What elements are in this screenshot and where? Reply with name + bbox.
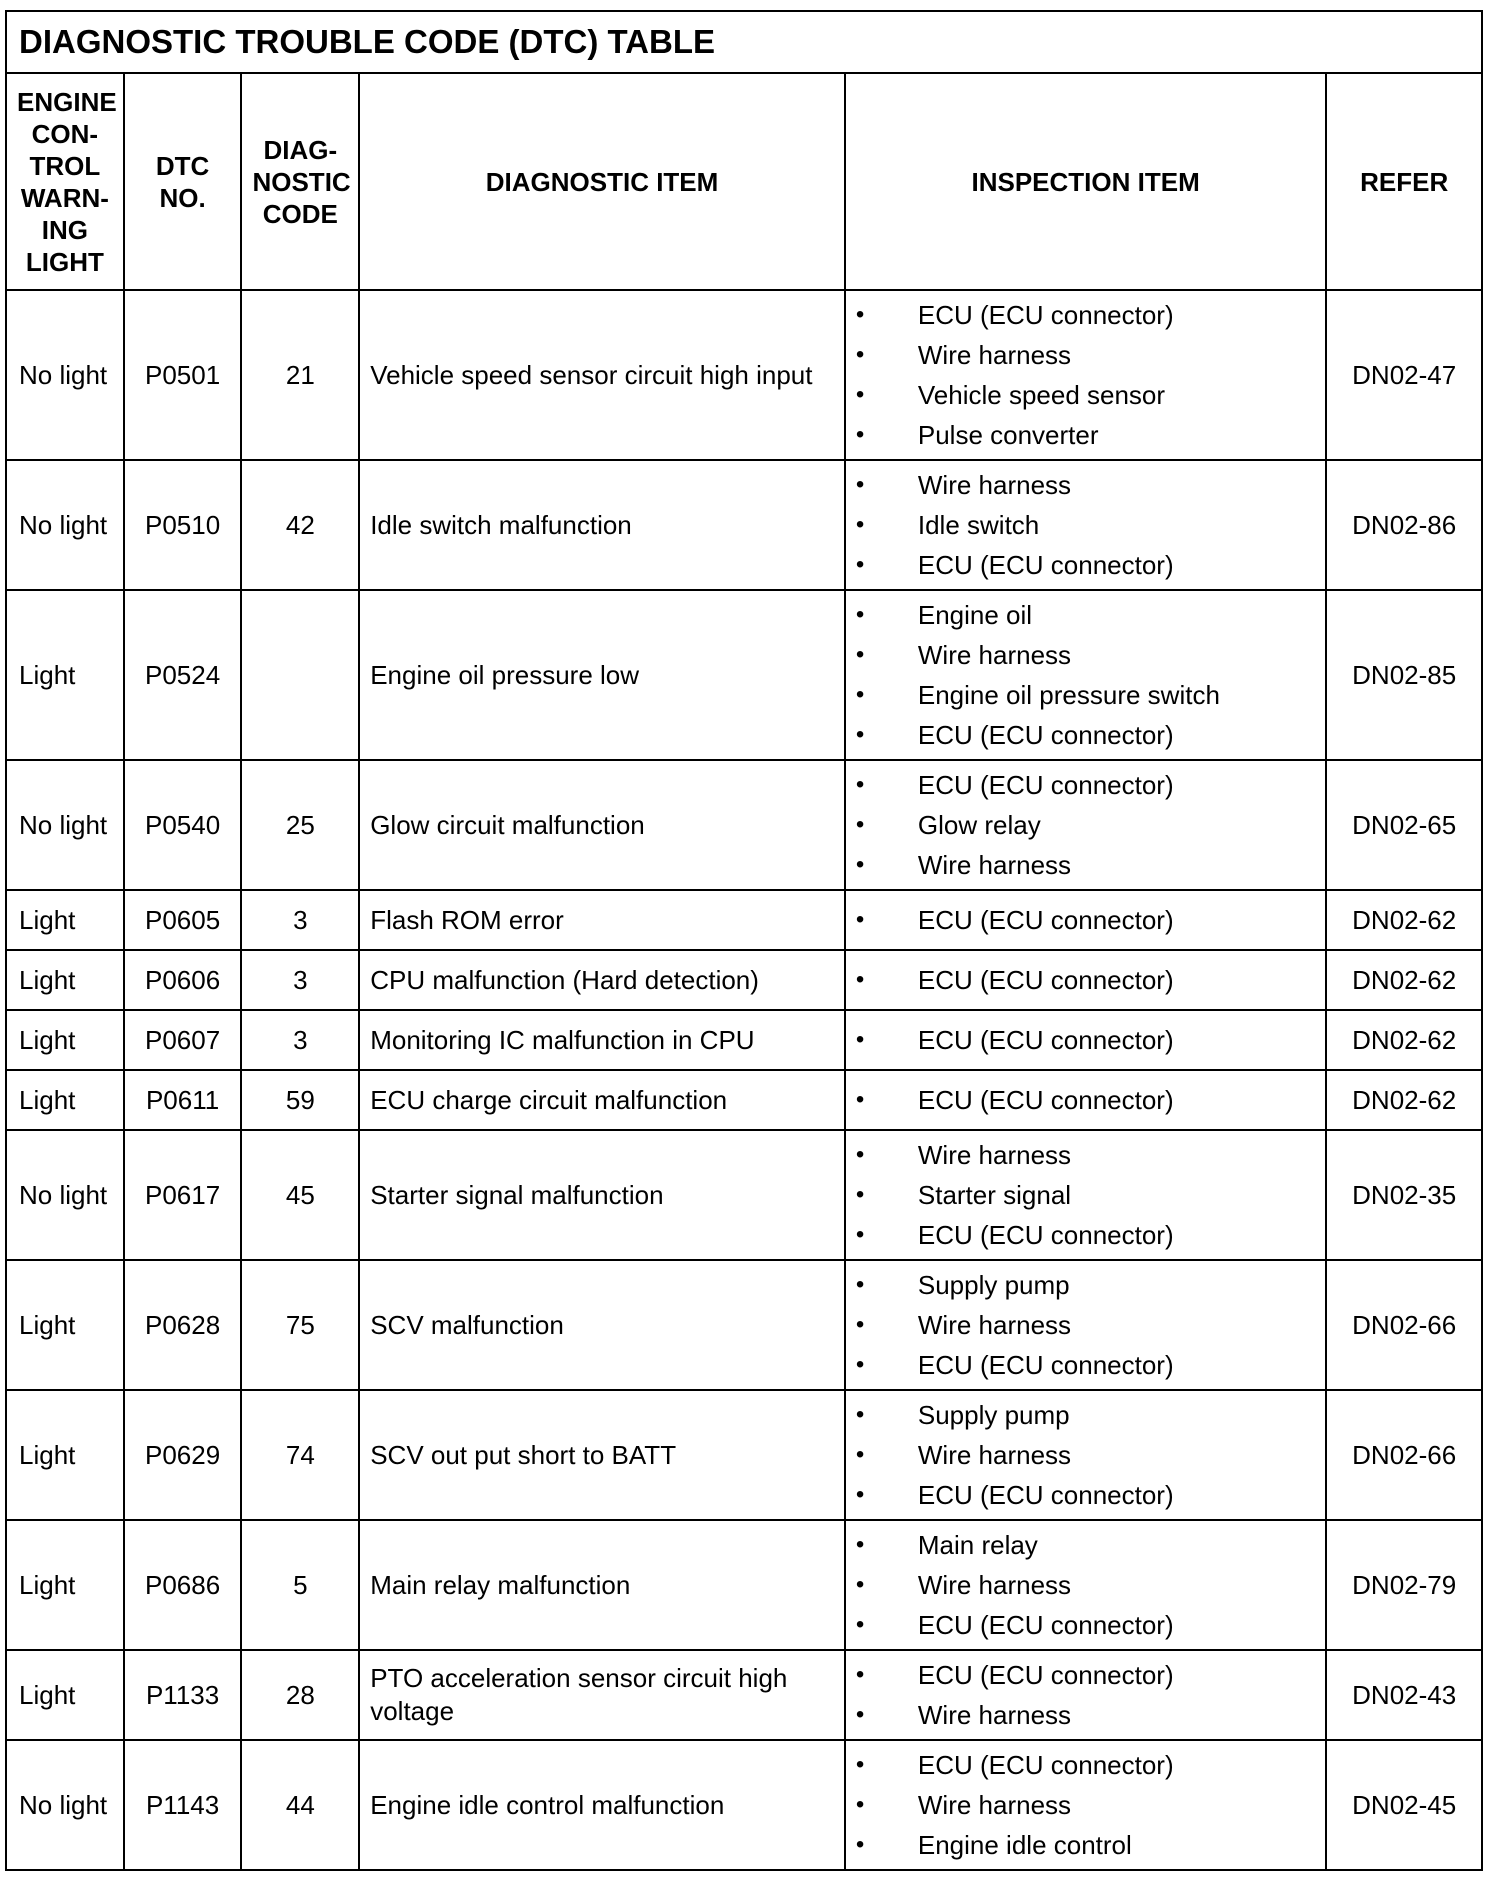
- refer-cell: DN02-62: [1326, 1010, 1482, 1070]
- dtc-no-cell: P0617: [124, 1130, 242, 1260]
- bullet-icon: •: [855, 811, 865, 838]
- table-row: [6, 1260, 1482, 1390]
- header-inspection-item: INSPECTION ITEM: [845, 73, 1326, 290]
- diagnostic-code-cell: 21: [241, 290, 359, 460]
- diagnostic-code-cell: 59: [241, 1070, 359, 1130]
- inspection-list-item: [856, 1345, 1325, 1385]
- inspection-text: Wire harness: [917, 1700, 1072, 1730]
- inspection-list: [856, 765, 1325, 885]
- diagnostic-item-cell: PTO acceleration sensor circuit high voltage: [359, 1650, 845, 1740]
- table-row: [6, 590, 1482, 760]
- inspection-list-item: [856, 415, 1325, 455]
- bullet-icon: •: [855, 1401, 865, 1428]
- warning-light-cell: Light: [6, 890, 124, 950]
- inspection-list-item: [856, 1175, 1325, 1215]
- bullet-icon: •: [855, 551, 865, 578]
- header-light-line: TROL: [29, 150, 101, 181]
- inspection-item-cell: [845, 590, 1326, 760]
- inspection-list-item: [856, 335, 1325, 375]
- table-row: [6, 760, 1482, 890]
- diagnostic-item-cell: Engine idle control malfunction: [359, 1740, 845, 1870]
- inspection-list-item: [856, 1435, 1325, 1475]
- inspection-text: ECU (ECU connector): [917, 1085, 1174, 1115]
- table-row: [6, 1740, 1482, 1870]
- inspection-list-item: [856, 1655, 1325, 1695]
- diagnostic-code-cell: 44: [241, 1740, 359, 1870]
- diagnostic-code-cell: 5: [241, 1520, 359, 1650]
- inspection-item-cell: [845, 1520, 1326, 1650]
- dtc-no-cell: P0628: [124, 1260, 242, 1390]
- dtc-no-cell: P0629: [124, 1390, 242, 1520]
- diagnostic-item-cell: ECU charge circuit malfunction: [359, 1070, 845, 1130]
- inspection-item-cell: [845, 950, 1326, 1010]
- dtc-no-cell: P0606: [124, 950, 242, 1010]
- table-row: [6, 1520, 1482, 1650]
- inspection-list: [856, 1745, 1325, 1865]
- inspection-list-item: [856, 765, 1325, 805]
- inspection-text: Engine idle control: [917, 1830, 1132, 1860]
- refer-cell: DN02-35: [1326, 1130, 1482, 1260]
- bullet-icon: •: [855, 721, 865, 748]
- inspection-list-item: [856, 545, 1325, 585]
- refer-cell: DN02-65: [1326, 760, 1482, 890]
- dtc-no-cell: P0686: [124, 1520, 242, 1650]
- inspection-text: Wire harness: [917, 1790, 1072, 1820]
- refer-cell: DN02-79: [1326, 1520, 1482, 1650]
- inspection-item-cell: [845, 1010, 1326, 1070]
- header-light-line: ING: [41, 214, 88, 245]
- inspection-item-cell: [845, 290, 1326, 460]
- diagnostic-item-cell: Vehicle speed sensor circuit high input: [359, 290, 845, 460]
- bullet-icon: •: [855, 1141, 865, 1168]
- inspection-text: ECU (ECU connector): [917, 550, 1174, 580]
- bullet-icon: •: [855, 1351, 865, 1378]
- warning-light-cell: Light: [6, 1390, 124, 1520]
- header-diag-line: DIAG-: [263, 134, 338, 165]
- inspection-item-cell: [845, 1260, 1326, 1390]
- bullet-icon: •: [855, 471, 865, 498]
- diagnostic-code-cell: [241, 590, 359, 760]
- table-row: [6, 460, 1482, 590]
- diagnostic-code-cell: 42: [241, 460, 359, 590]
- inspection-text: Pulse converter: [917, 420, 1099, 450]
- inspection-list-item: [856, 375, 1325, 415]
- refer-cell: DN02-66: [1326, 1260, 1482, 1390]
- inspection-list-item: [856, 1265, 1325, 1305]
- refer-cell: DN02-62: [1326, 950, 1482, 1010]
- diagnostic-item-cell: Glow circuit malfunction: [359, 760, 845, 890]
- inspection-text: ECU (ECU connector): [917, 1025, 1174, 1055]
- inspection-list-item: [856, 805, 1325, 845]
- inspection-list: [856, 1080, 1325, 1120]
- table-row: [6, 1650, 1482, 1740]
- inspection-item-cell: [845, 1390, 1326, 1520]
- inspection-text: Glow relay: [917, 810, 1041, 840]
- warning-light-cell: Light: [6, 1070, 124, 1130]
- header-diagnostic-code: [241, 73, 359, 290]
- inspection-text: ECU (ECU connector): [917, 1220, 1174, 1250]
- warning-light-cell: Light: [6, 1010, 124, 1070]
- inspection-list: [856, 1525, 1325, 1645]
- bullet-icon: •: [855, 1751, 865, 1778]
- inspection-text: Wire harness: [917, 1310, 1072, 1340]
- inspection-text: ECU (ECU connector): [917, 1480, 1174, 1510]
- bullet-icon: •: [855, 641, 865, 668]
- dtc-no-cell: P0611: [124, 1070, 242, 1130]
- diagnostic-item-cell: Engine oil pressure low: [359, 590, 845, 760]
- inspection-text: Wire harness: [917, 470, 1072, 500]
- inspection-item-cell: [845, 460, 1326, 590]
- warning-light-cell: Light: [6, 1520, 124, 1650]
- warning-light-cell: No light: [6, 760, 124, 890]
- inspection-list-item: [856, 960, 1325, 1000]
- header-refer: REFER: [1326, 73, 1482, 290]
- inspection-list-item: [856, 1305, 1325, 1345]
- dtc-no-cell: P0540: [124, 760, 242, 890]
- bullet-icon: •: [855, 1026, 865, 1053]
- diagnostic-item-cell: Main relay malfunction: [359, 1520, 845, 1650]
- bullet-icon: •: [855, 1791, 865, 1818]
- bullet-icon: •: [855, 771, 865, 798]
- diagnostic-code-cell: 3: [241, 890, 359, 950]
- inspection-text: Supply pump: [917, 1400, 1070, 1430]
- bullet-icon: •: [855, 1221, 865, 1248]
- inspection-text: Engine oil pressure switch: [917, 680, 1220, 710]
- inspection-item-cell: [845, 890, 1326, 950]
- inspection-list: [856, 1395, 1325, 1515]
- header-light-line: LIGHT: [25, 246, 104, 277]
- bullet-icon: •: [855, 851, 865, 878]
- bullet-icon: •: [855, 1531, 865, 1558]
- inspection-text: Wire harness: [917, 850, 1072, 880]
- bullet-icon: •: [855, 1086, 865, 1113]
- table-body: [6, 290, 1482, 1870]
- inspection-list-item: [856, 1020, 1325, 1060]
- inspection-text: Starter signal: [917, 1180, 1072, 1210]
- inspection-list-item: [856, 505, 1325, 545]
- bullet-icon: •: [855, 341, 865, 368]
- table-row: [6, 890, 1482, 950]
- dtc-no-cell: P1133: [124, 1650, 242, 1740]
- inspection-list: [856, 295, 1325, 455]
- dtc-no-cell: P0501: [124, 290, 242, 460]
- inspection-list-item: [856, 675, 1325, 715]
- inspection-list-item: [856, 635, 1325, 675]
- inspection-text: ECU (ECU connector): [917, 1660, 1174, 1690]
- refer-cell: DN02-45: [1326, 1740, 1482, 1870]
- inspection-text: ECU (ECU connector): [917, 1750, 1174, 1780]
- refer-cell: DN02-62: [1326, 890, 1482, 950]
- inspection-text: Engine oil: [917, 600, 1033, 630]
- header-diag-line: NOSTIC: [252, 166, 351, 197]
- inspection-list-item: [856, 1745, 1325, 1785]
- bullet-icon: •: [855, 1611, 865, 1638]
- inspection-text: ECU (ECU connector): [917, 1350, 1174, 1380]
- warning-light-cell: Light: [6, 1650, 124, 1740]
- bullet-icon: •: [855, 511, 865, 538]
- bullet-icon: •: [855, 1831, 865, 1858]
- bullet-icon: •: [855, 1311, 865, 1338]
- dtc-table: [5, 10, 1483, 1871]
- header-light-line: WARN-: [20, 182, 109, 213]
- bullet-icon: •: [855, 681, 865, 708]
- inspection-text: Wire harness: [917, 1440, 1072, 1470]
- bullet-icon: •: [855, 1441, 865, 1468]
- header-diagnostic-item: DIAGNOSTIC ITEM: [359, 73, 845, 290]
- inspection-text: Wire harness: [917, 640, 1072, 670]
- inspection-text: Wire harness: [917, 1570, 1072, 1600]
- diagnostic-code-cell: 75: [241, 1260, 359, 1390]
- bullet-icon: •: [855, 421, 865, 448]
- bullet-icon: •: [855, 1481, 865, 1508]
- inspection-list: [856, 900, 1325, 940]
- warning-light-cell: No light: [6, 290, 124, 460]
- refer-cell: DN02-43: [1326, 1650, 1482, 1740]
- bullet-icon: •: [855, 1661, 865, 1688]
- inspection-list-item: [856, 1395, 1325, 1435]
- refer-cell: DN02-66: [1326, 1390, 1482, 1520]
- bullet-icon: •: [855, 301, 865, 328]
- table-row: [6, 1130, 1482, 1260]
- bullet-icon: •: [855, 1571, 865, 1598]
- diagnostic-code-cell: 3: [241, 1010, 359, 1070]
- bullet-icon: •: [855, 1271, 865, 1298]
- inspection-item-cell: [845, 1070, 1326, 1130]
- inspection-item-cell: [845, 760, 1326, 890]
- inspection-list: [856, 465, 1325, 585]
- diagnostic-item-cell: Flash ROM error: [359, 890, 845, 950]
- inspection-text: Wire harness: [917, 340, 1072, 370]
- diagnostic-code-cell: 74: [241, 1390, 359, 1520]
- diagnostic-item-cell: Monitoring IC malfunction in CPU: [359, 1010, 845, 1070]
- inspection-text: Idle switch: [917, 510, 1040, 540]
- inspection-text: ECU (ECU connector): [917, 1610, 1174, 1640]
- dtc-no-cell: P0607: [124, 1010, 242, 1070]
- inspection-list-item: [856, 1785, 1325, 1825]
- diagnostic-item-cell: Starter signal malfunction: [359, 1130, 845, 1260]
- bullet-icon: •: [855, 601, 865, 628]
- warning-light-cell: Light: [6, 950, 124, 1010]
- diagnostic-item-cell: SCV malfunction: [359, 1260, 845, 1390]
- bullet-icon: •: [855, 966, 865, 993]
- inspection-list: [856, 1265, 1325, 1385]
- inspection-item-cell: [845, 1650, 1326, 1740]
- warning-light-cell: Light: [6, 590, 124, 760]
- inspection-list-item: [856, 1475, 1325, 1515]
- inspection-list-item: [856, 900, 1325, 940]
- table-row: [6, 1390, 1482, 1520]
- refer-cell: DN02-86: [1326, 460, 1482, 590]
- table-title: DIAGNOSTIC TROUBLE CODE (DTC) TABLE: [6, 11, 1482, 73]
- inspection-text: Main relay: [917, 1530, 1038, 1560]
- diagnostic-code-cell: 45: [241, 1130, 359, 1260]
- diagnostic-item-cell: Idle switch malfunction: [359, 460, 845, 590]
- warning-light-cell: No light: [6, 460, 124, 590]
- dtc-no-cell: P0510: [124, 460, 242, 590]
- bullet-icon: •: [855, 1701, 865, 1728]
- header-row: [6, 73, 1482, 290]
- inspection-text: ECU (ECU connector): [917, 770, 1174, 800]
- inspection-list-item: [856, 1080, 1325, 1120]
- inspection-text: ECU (ECU connector): [917, 720, 1174, 750]
- inspection-list-item: [856, 1695, 1325, 1735]
- inspection-text: ECU (ECU connector): [917, 905, 1174, 935]
- bullet-icon: •: [855, 1181, 865, 1208]
- inspection-list-item: [856, 295, 1325, 335]
- header-dtc-no: DTC NO.: [124, 73, 242, 290]
- inspection-list-item: [856, 1135, 1325, 1175]
- inspection-list-item: [856, 715, 1325, 755]
- inspection-text: Wire harness: [917, 1140, 1072, 1170]
- diagnostic-code-cell: 3: [241, 950, 359, 1010]
- inspection-list: [856, 595, 1325, 755]
- inspection-list: [856, 1135, 1325, 1255]
- dtc-no-cell: P0524: [124, 590, 242, 760]
- refer-cell: DN02-85: [1326, 590, 1482, 760]
- refer-cell: DN02-47: [1326, 290, 1482, 460]
- warning-light-cell: No light: [6, 1130, 124, 1260]
- diagnostic-item-cell: CPU malfunction (Hard detection): [359, 950, 845, 1010]
- inspection-list-item: [856, 1525, 1325, 1565]
- inspection-list-item: [856, 1825, 1325, 1865]
- warning-light-cell: No light: [6, 1740, 124, 1870]
- inspection-item-cell: [845, 1740, 1326, 1870]
- diagnostic-code-cell: 25: [241, 760, 359, 890]
- inspection-list: [856, 1020, 1325, 1060]
- bullet-icon: •: [855, 906, 865, 933]
- inspection-list-item: [856, 1565, 1325, 1605]
- inspection-list: [856, 1655, 1325, 1735]
- inspection-item-cell: [845, 1130, 1326, 1260]
- header-light-line: CON-: [31, 118, 99, 149]
- table-row: [6, 1070, 1482, 1130]
- inspection-text: ECU (ECU connector): [917, 965, 1174, 995]
- dtc-no-cell: P0605: [124, 890, 242, 950]
- header-diag-line: CODE: [262, 198, 338, 229]
- table-row: [6, 1010, 1482, 1070]
- warning-light-cell: Light: [6, 1260, 124, 1390]
- inspection-list: [856, 960, 1325, 1000]
- header-engine-warning-light: [6, 73, 124, 290]
- inspection-text: Supply pump: [917, 1270, 1070, 1300]
- table-row: [6, 290, 1482, 460]
- table-row: [6, 950, 1482, 1010]
- inspection-list-item: [856, 845, 1325, 885]
- inspection-list-item: [856, 465, 1325, 505]
- diagnostic-code-cell: 28: [241, 1650, 359, 1740]
- inspection-list-item: [856, 1215, 1325, 1255]
- inspection-list-item: [856, 595, 1325, 635]
- refer-cell: DN02-62: [1326, 1070, 1482, 1130]
- bullet-icon: •: [855, 381, 865, 408]
- header-light-line: ENGINE: [17, 86, 117, 117]
- diagnostic-item-cell: SCV out put short to BATT: [359, 1390, 845, 1520]
- inspection-list-item: [856, 1605, 1325, 1645]
- inspection-text: ECU (ECU connector): [917, 300, 1174, 330]
- dtc-no-cell: P1143: [124, 1740, 242, 1870]
- inspection-text: Vehicle speed sensor: [917, 380, 1166, 410]
